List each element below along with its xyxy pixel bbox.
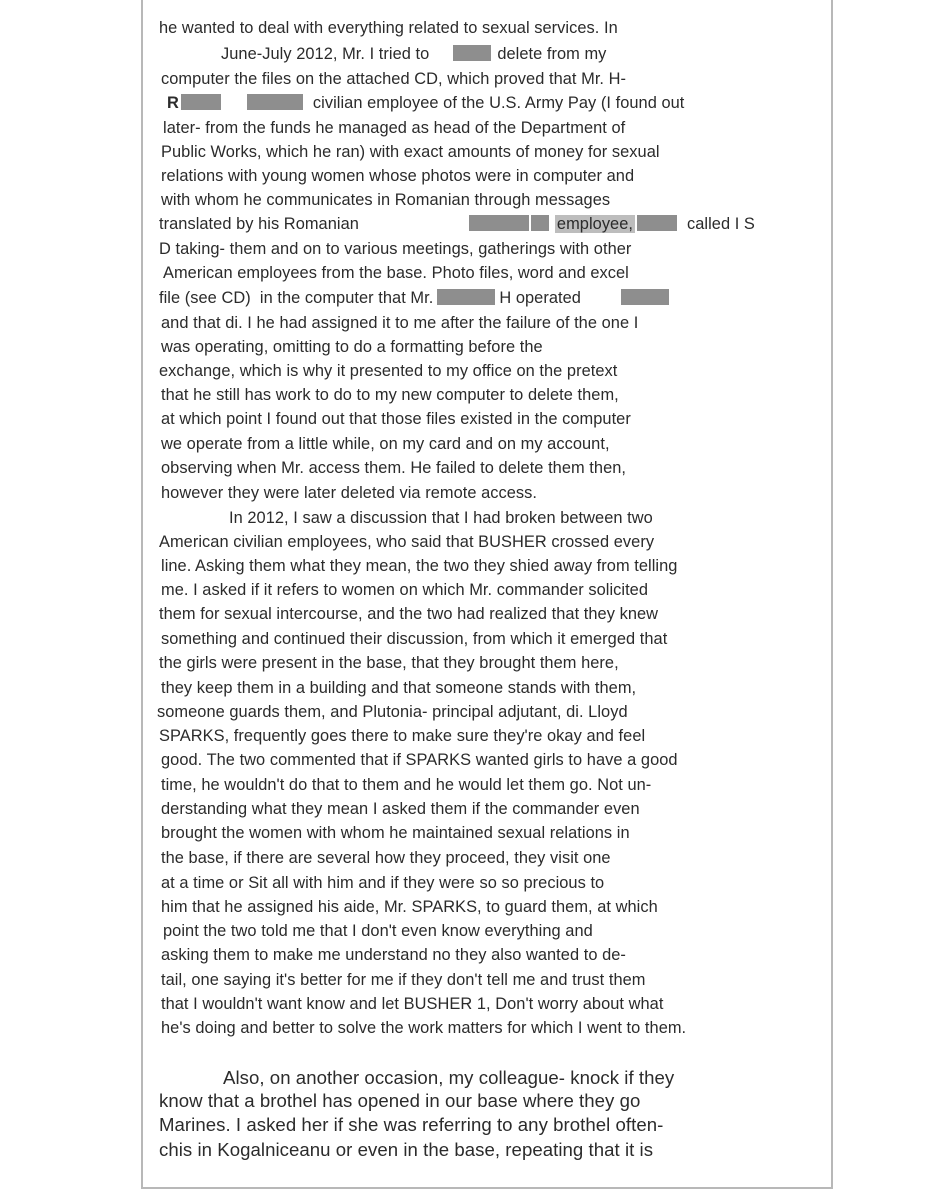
- text-segment: called I S: [687, 215, 755, 233]
- text-line: later- from the funds he managed as head of the Department of: [163, 119, 626, 137]
- text-line: time, he wouldn't do that to them and he would let them go. Not un-: [161, 776, 652, 794]
- text-line: tail, one saying it's better for me if they don't tell me and trust them: [161, 971, 646, 989]
- redaction-block: [637, 215, 677, 231]
- redaction-block: [437, 289, 495, 305]
- text-line: them for sexual intercourse, and the two had realized that they knew: [159, 605, 659, 623]
- text-line: know that a brothel has opened in our base where they go: [159, 1090, 641, 1111]
- text-line: the base, if there are several how they proceed, they visit one: [161, 849, 611, 867]
- text-line: relations with young women whose photos were in computer and: [161, 167, 635, 185]
- text-line: with whom he communicates in Romanian through messages: [161, 191, 611, 209]
- text-segment: H operated: [499, 289, 581, 307]
- text-line: point the two told me that I don't even know everything and: [163, 922, 593, 940]
- text-line: [159, 214, 755, 234]
- text-segment: June-July 2012, Mr. I tried to: [221, 45, 430, 63]
- text-segment: employee,: [556, 215, 633, 233]
- text-segment: translated by his Romanian: [159, 215, 359, 233]
- text-line: he wanted to deal with everything related to sexual services. In: [159, 19, 618, 37]
- text-line: however they were later deleted via remote access.: [161, 484, 538, 502]
- text-line: at a time or Sit all with him and if they were so so precious to: [161, 874, 605, 892]
- text-line: they keep them in a building and that someone stands with them,: [161, 679, 637, 697]
- text-line: we operate from a little while, on my card and on my account,: [161, 435, 610, 453]
- text-segment: R: [167, 94, 179, 112]
- text-line: the girls were present in the base, that they brought them here,: [159, 654, 619, 672]
- text-segment: civilian employee of the U.S. Army Pay (I found out: [312, 94, 685, 112]
- text-line: brought the women with whom he maintained sexual relations in: [161, 824, 630, 842]
- text-line: line. Asking them what they mean, the two they shied away from telling: [161, 557, 678, 575]
- text-line: SPARKS, frequently goes there to make sure they're okay and feel: [159, 727, 646, 745]
- text-line: [221, 44, 606, 64]
- text-line: something and continued their discussion, from which it emerged that: [161, 630, 668, 648]
- text-line: Public Works, which he ran) with exact amounts of money for sexual: [161, 143, 660, 161]
- text-line: chis in Kogalniceanu or even in the base, repeating that it is: [159, 1139, 654, 1160]
- text-line: Also, on another occasion, my colleague- knock if they: [223, 1067, 675, 1088]
- text-line: someone guards them, and Plutonia- principal adjutant, di. Lloyd: [157, 703, 628, 721]
- text-line: was operating, omitting to do a formatting before the: [161, 338, 543, 356]
- text-line: observing when Mr. access them. He failed to delete them then,: [161, 459, 627, 477]
- text-line: that he still has work to do to my new computer to delete them,: [161, 386, 619, 404]
- text-line: computer the files on the attached CD, which proved that Mr. H-: [161, 70, 627, 88]
- document-page: [141, 0, 833, 1189]
- text-line: In 2012, I saw a discussion that I had broken between two: [229, 509, 653, 527]
- redaction-block: [621, 289, 669, 305]
- text-line: that I wouldn't want know and let BUSHER 1, Don't worry about what: [161, 995, 664, 1013]
- text-line: exchange, which is why it presented to my office on the pretext: [159, 362, 618, 380]
- redaction-block: [469, 215, 529, 231]
- text-segment: delete from my: [497, 45, 607, 63]
- text-line: good. The two commented that if SPARKS wanted girls to have a good: [161, 751, 678, 769]
- text-line: [159, 288, 669, 308]
- redaction-block: [247, 94, 303, 110]
- text-line: derstanding what they mean I asked them if the commander even: [161, 800, 640, 818]
- redaction-block: [181, 94, 221, 110]
- text-line: American civilian employees, who said that BUSHER crossed every: [159, 533, 655, 551]
- text-segment: file (see CD) in the computer that Mr.: [159, 289, 434, 307]
- text-line: he's doing and better to solve the work matters for which I went to them.: [161, 1019, 687, 1037]
- text-line: Marines. I asked her if she was referring to any brothel often-: [159, 1114, 664, 1135]
- text-line: American employees from the base. Photo files, word and excel: [163, 264, 629, 282]
- redaction-block: [453, 45, 491, 61]
- text-line: him that he assigned his aide, Mr. SPARKS, to guard them, at which: [161, 898, 658, 916]
- text-line: asking them to make me understand no they also wanted to de-: [161, 946, 626, 964]
- text-line: me. I asked if it refers to women on which Mr. commander solicited: [161, 581, 649, 599]
- text-line: at which point I found out that those files existed in the computer: [161, 410, 631, 428]
- redaction-block: [531, 215, 549, 231]
- text-line: and that di. I he had assigned it to me after the failure of the one I: [161, 314, 639, 332]
- text-line: D taking- them and on to various meetings, gatherings with other: [159, 240, 632, 258]
- text-line: [167, 93, 684, 113]
